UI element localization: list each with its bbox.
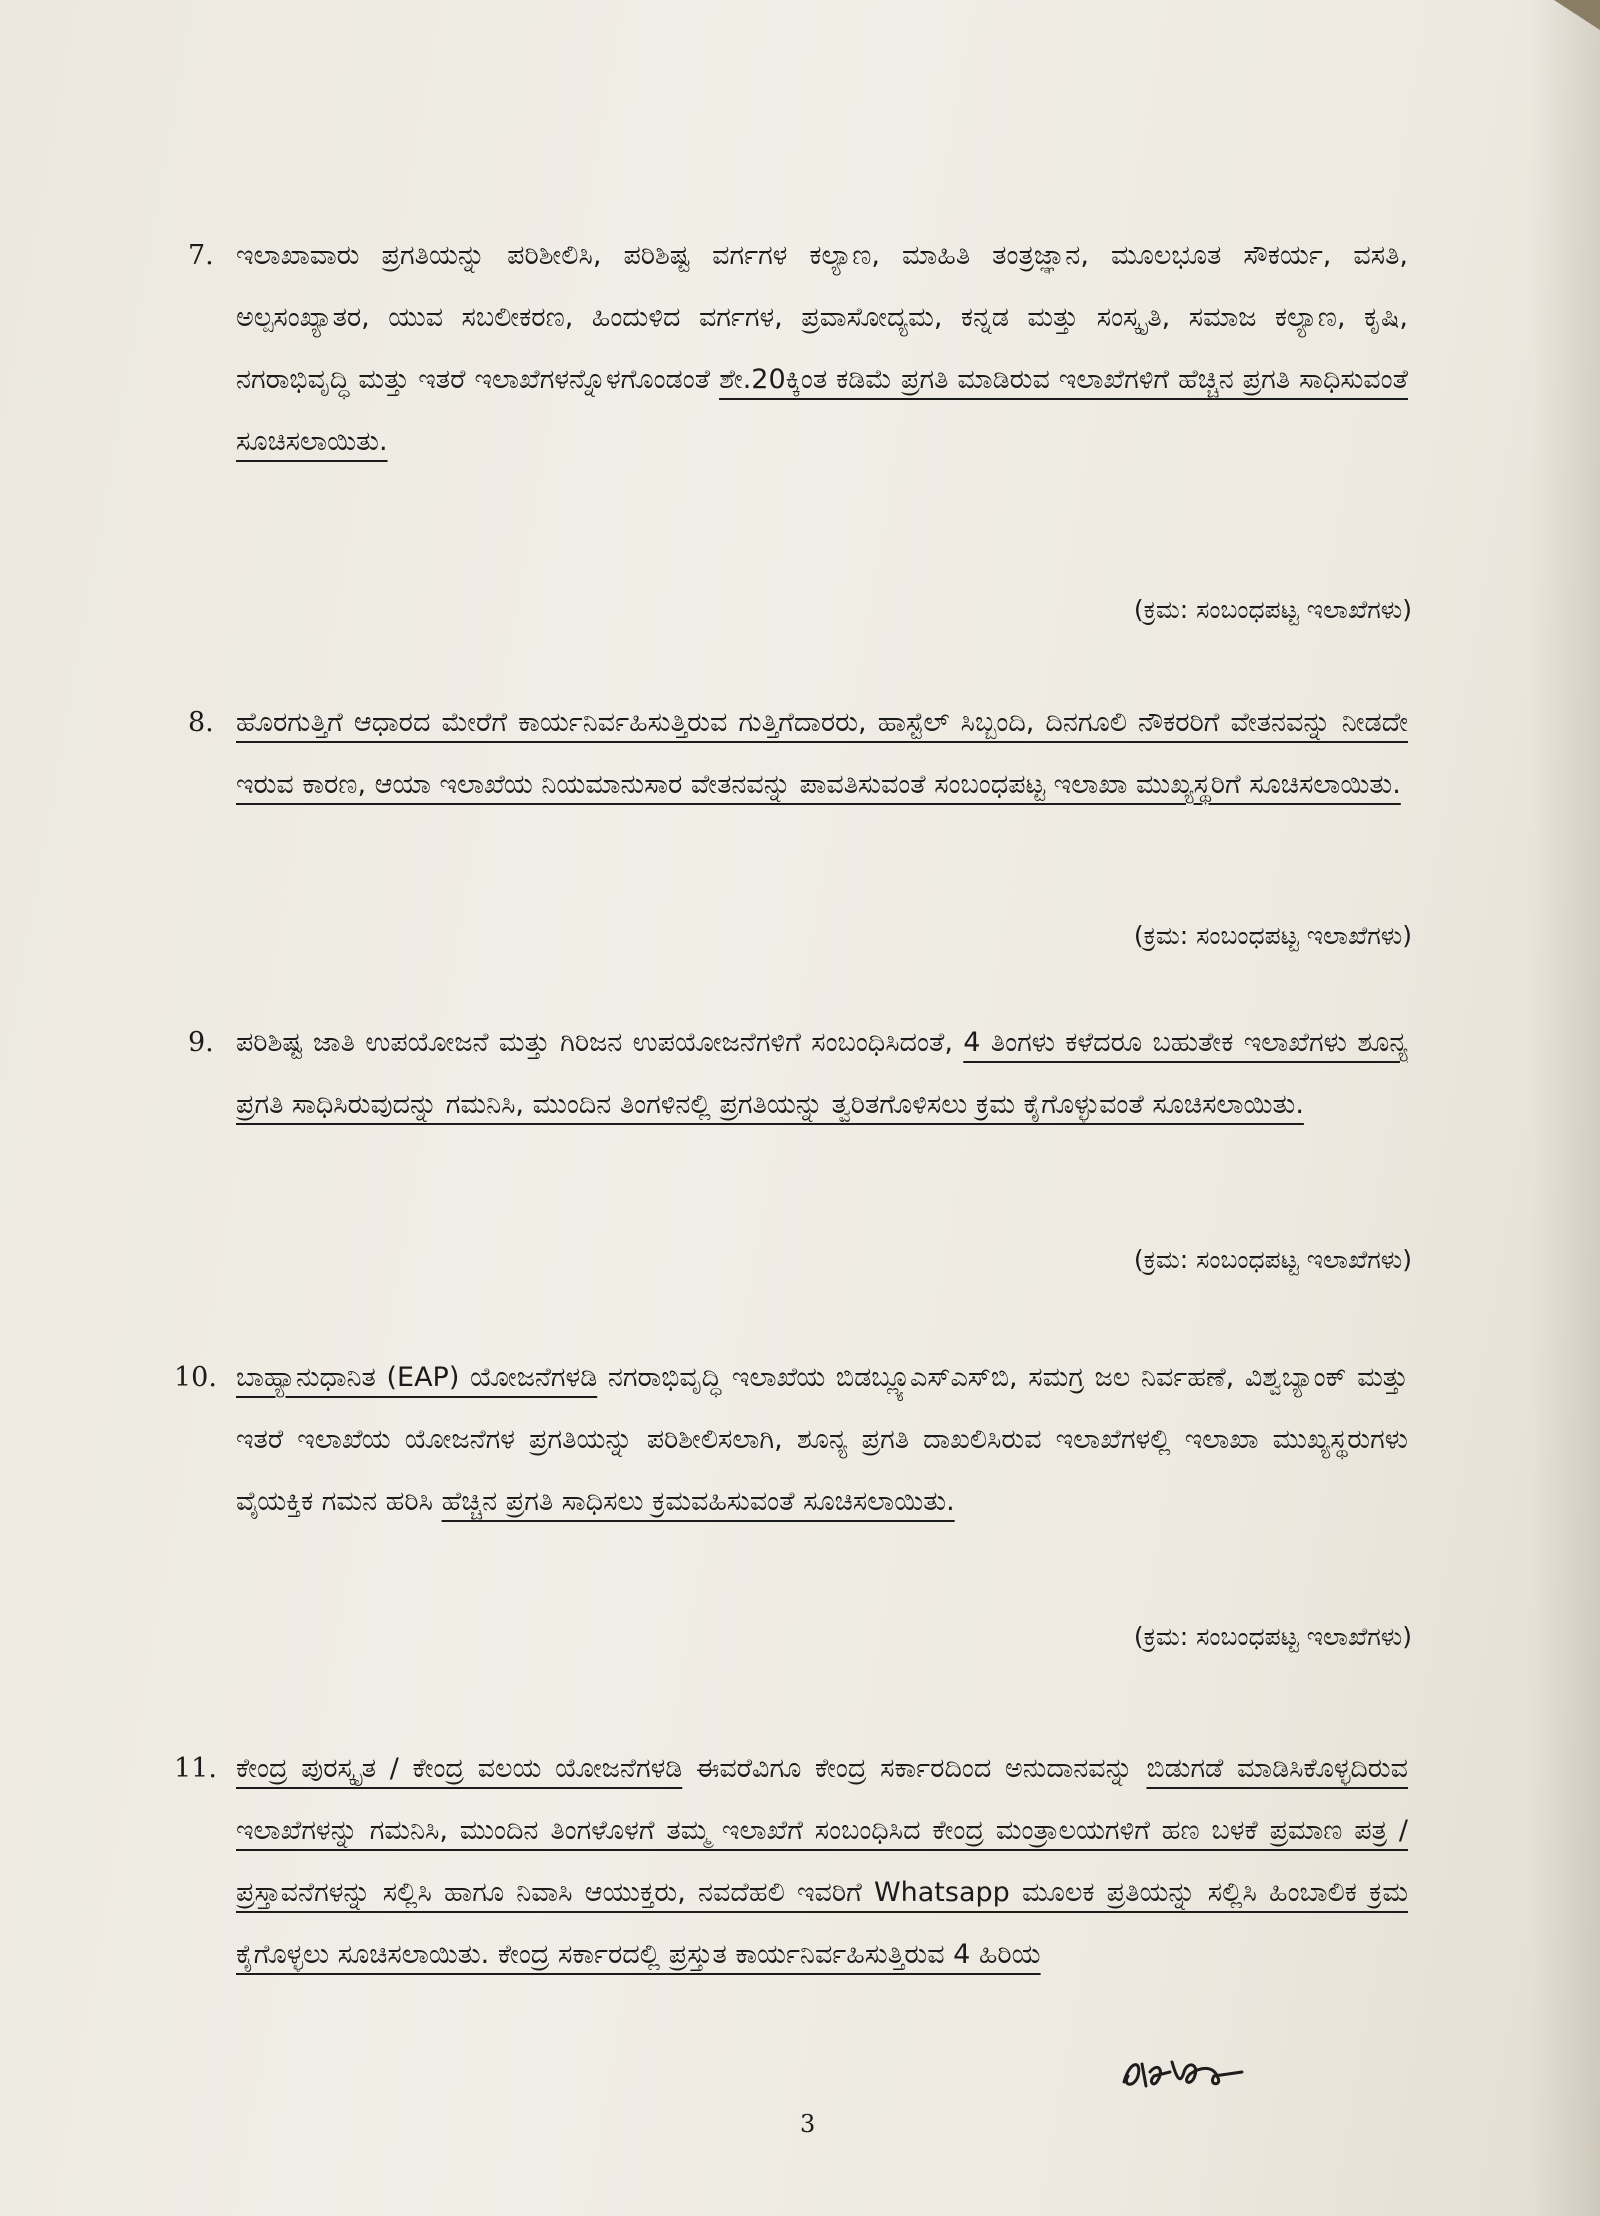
page-edge-shadow xyxy=(1530,0,1600,2216)
paragraph-item-9 xyxy=(188,1012,1408,1136)
item-number: 7. xyxy=(188,240,214,271)
paragraph-item-8 xyxy=(188,692,1408,816)
item-number: 10. xyxy=(174,1362,217,1393)
item-number: 11. xyxy=(174,1753,217,1784)
underlined-text: ಹೆಚ್ಚಿನ ಪ್ರಗತಿ ಸಾಧಿಸಲು ಕ್ರಮವಹಿಸುವಂತೆ ಸೂಚಿಸಲಾಯಿತು. xyxy=(441,1486,955,1517)
paragraph-text: ಇಲಾಖಾವಾರು ಪ್ರಗತಿಯನ್ನು ಪರಿಶೀಲಿಸಿ, ಪರಿಶಿಷ್ಟ ವರ್ಗಗಳ ಕಲ್ಯಾಣ, ಮಾಹಿತಿ ತಂತ್ರಜ್ಞಾನ, ಮೂಲಭೂತ ಸೌಕರ್ಯ, ವಸತಿ, ಅಲ್ಪಸಂಖ್ಯಾತರ, ಯುವ ಸಬಲೀಕರಣ, ಹಿಂದುಳಿದ ವರ್ಗಗಳ, ಪ್ರವಾಸೋದ್ಯಮ, ಕನ್ನಡ ಮತ್ತು ಸಂಸ್ಕೃತಿ, ಸಮಾಜ ಕಲ್ಯಾಣ, ಕೃಷಿ, ನಗರಾಭಿವೃದ್ಧಿ ಮತ್ತು ಇತರೆ ಇಲಾಖೆಗಳನ್ನೊಳಗೊಂಡಂತೆ xyxy=(236,240,1408,395)
paragraph-text: ನಗರಾಭಿವೃದ್ಧಿ ಇಲಾಖೆಯ ಬಿಡಬ್ಲ್ಯೂಎಸ್‌ಎಸ್‌ಬಿ, ಸಮಗ್ರ ಜಲ ನಿರ್ವಹಣೆ, ವಿಶ್ವಬ್ಯಾಂಕ್ ಮತ್ತು ಇತರೆ ಇಲಾಖೆಯ ಯೋಜನೆಗಳ ಪ್ರಗತಿಯನ್ನು ಪರಿಶೀಲಿಸಲಾಗಿ, ಶೂನ್ಯ ಪ್ರಗತಿ ದಾಖಲಿಸಿರುವ ಇಲಾಖೆಗಳಲ್ಲಿ ಇಲಾಖಾ ಮುಖ್ಯಸ್ಥರುಗಳು ವೈಯಕ್ತಿಕ ಗಮನ ಹರಿಸಿ xyxy=(236,1362,1408,1517)
underlined-text: 4 ತಿಂಗಳು ಕಳೆದರೂ ಬಹುತೇಕ ಇಲಾಖೆಗಳು ಶೂನ್ಯ ಪ್ರಗತಿ ಸಾಧಿಸಿರುವುದನ್ನು ಗಮನಿಸಿ, ಮುಂದಿನ ತಿಂಗಳಿನಲ್ಲಿ ಪ್ರಗತಿಯನ್ನು ತ್ವರಿತಗೊಳಿಸಲು ಕ್ರಮ ಕೈಗೊಳ್ಳುವಂತೆ ಸೂಚಿಸಲಾಯಿತು. xyxy=(236,1027,1408,1120)
handwritten-signature xyxy=(1118,2042,1248,2102)
paragraph-item-11 xyxy=(174,1738,1408,1986)
action-note-8: (ಕ್ರಮ: ಸಂಬಂಧಪಟ್ಟ ಇಲಾಖೆಗಳು) xyxy=(1133,921,1412,950)
underlined-text: ಬಿಡುಗಡೆ ಮಾಡಿಸಿಕೊಳ್ಳದಿರುವ ಇಲಾಖೆಗಳನ್ನು ಗಮನಿಸಿ, ಮುಂದಿನ ತಿಂಗಳೊಳಗೆ ತಮ್ಮ ಇಲಾಖೆಗೆ ಸಂಬಂಧಿಸಿದ ಕೇಂದ್ರ ಮಂತ್ರಾಲಯಗಳಿಗೆ ಹಣ ಬಳಕೆ ಪ್ರಮಾಣ ಪತ್ರ / ಪ್ರಸ್ತಾವನೆಗಳನ್ನು ಸಲ್ಲಿಸಿ ಹಾಗೂ ನಿವಾಸಿ ಆಯುಕ್ತರು, ನವದೆಹಲಿ ಇವರಿಗೆ Whatsapp ಮೂಲಕ ಪ್ರತಿಯನ್ನು ಸಲ್ಲಿಸಿ ಹಿಂಬಾಲಿಕ ಕ್ರಮ ಕೈಗೊಳ್ಳಲು ಸೂಚಿಸಲಾಯಿತು. ಕೇಂದ್ರ ಸರ್ಕಾರದಲ್ಲಿ ಪ್ರಸ್ತುತ ಕಾರ್ಯನಿರ್ವಹಿಸುತ್ತಿರುವ 4 ಹಿರಿಯ xyxy=(236,1753,1408,1970)
action-note-10: (ಕ್ರಮ: ಸಂಬಂಧಪಟ್ಟ ಇಲಾಖೆಗಳು) xyxy=(1133,1622,1412,1651)
paragraph-item-7 xyxy=(188,225,1408,473)
paragraph-text: ಪರಿಶಿಷ್ಟ ಜಾತಿ ಉಪಯೋಜನೆ ಮತ್ತು ಗಿರಿಜನ ಉಪಯೋಜನೆಗಳಿಗೆ ಸಂಬಂಧಿಸಿದಂತೆ, xyxy=(236,1027,964,1058)
paragraph-item-10 xyxy=(174,1347,1408,1533)
page-number: 3 xyxy=(800,2110,816,2138)
paragraph-text: ಈವರೆವಿಗೂ ಕೇಂದ್ರ ಸರ್ಕಾರದಿಂದ ಅನುದಾನವನ್ನು xyxy=(682,1753,1147,1784)
item-number: 8. xyxy=(188,707,214,738)
underlined-lead-text: ಬಾಹ್ಯಾನುಧಾನಿತ (EAP) ಯೋಜನೆಗಳಡಿ xyxy=(236,1362,598,1393)
action-note-7: (ಕ್ರಮ: ಸಂಬಂಧಪಟ್ಟ ಇಲಾಖೆಗಳು) xyxy=(1133,595,1412,624)
underlined-text: ಹೊರಗುತ್ತಿಗೆ ಆಧಾರದ ಮೇರೆಗೆ ಕಾರ್ಯನಿರ್ವಹಿಸುತ್ತಿರುವ ಗುತ್ತಿಗೆದಾರರು, ಹಾಸ್ಟೆಲ್ ಸಿಬ್ಬಂದಿ, ದಿನಗೂಲಿ ನೌಕರರಿಗೆ ವೇತನವನ್ನು ನೀಡದೇ ಇರುವ ಕಾರಣ, ಆಯಾ ಇಲಾಖೆಯ ನಿಯಮಾನುಸಾರ ವೇತನವನ್ನು ಪಾವತಿಸುವಂತೆ ಸಂಬಂಧಪಟ್ಟ ಇಲಾಖಾ ಮುಖ್ಯಸ್ಥರಿಗೆ ಸೂಚಿಸಲಾಯಿತು. xyxy=(236,707,1408,800)
underlined-text: ಶೇ.20ಕ್ಕಿಂತ ಕಡಿಮೆ ಪ್ರಗತಿ ಮಾಡಿರುವ ಇಲಾಖೆಗಳಿಗೆ ಹೆಚ್ಚಿನ ಪ್ರಗತಿ ಸಾಧಿಸುವಂತೆ ಸೂಚಿಸಲಾಯಿತು. xyxy=(236,364,1408,457)
underlined-lead-text: ಕೇಂದ್ರ ಪುರಸ್ಕೃತ / ಕೇಂದ್ರ ವಲಯ ಯೋಜನೆಗಳಡಿ xyxy=(236,1753,683,1784)
action-note-9: (ಕ್ರಮ: ಸಂಬಂಧಪಟ್ಟ ಇಲಾಖೆಗಳು) xyxy=(1133,1245,1412,1274)
item-number: 9. xyxy=(188,1027,214,1058)
